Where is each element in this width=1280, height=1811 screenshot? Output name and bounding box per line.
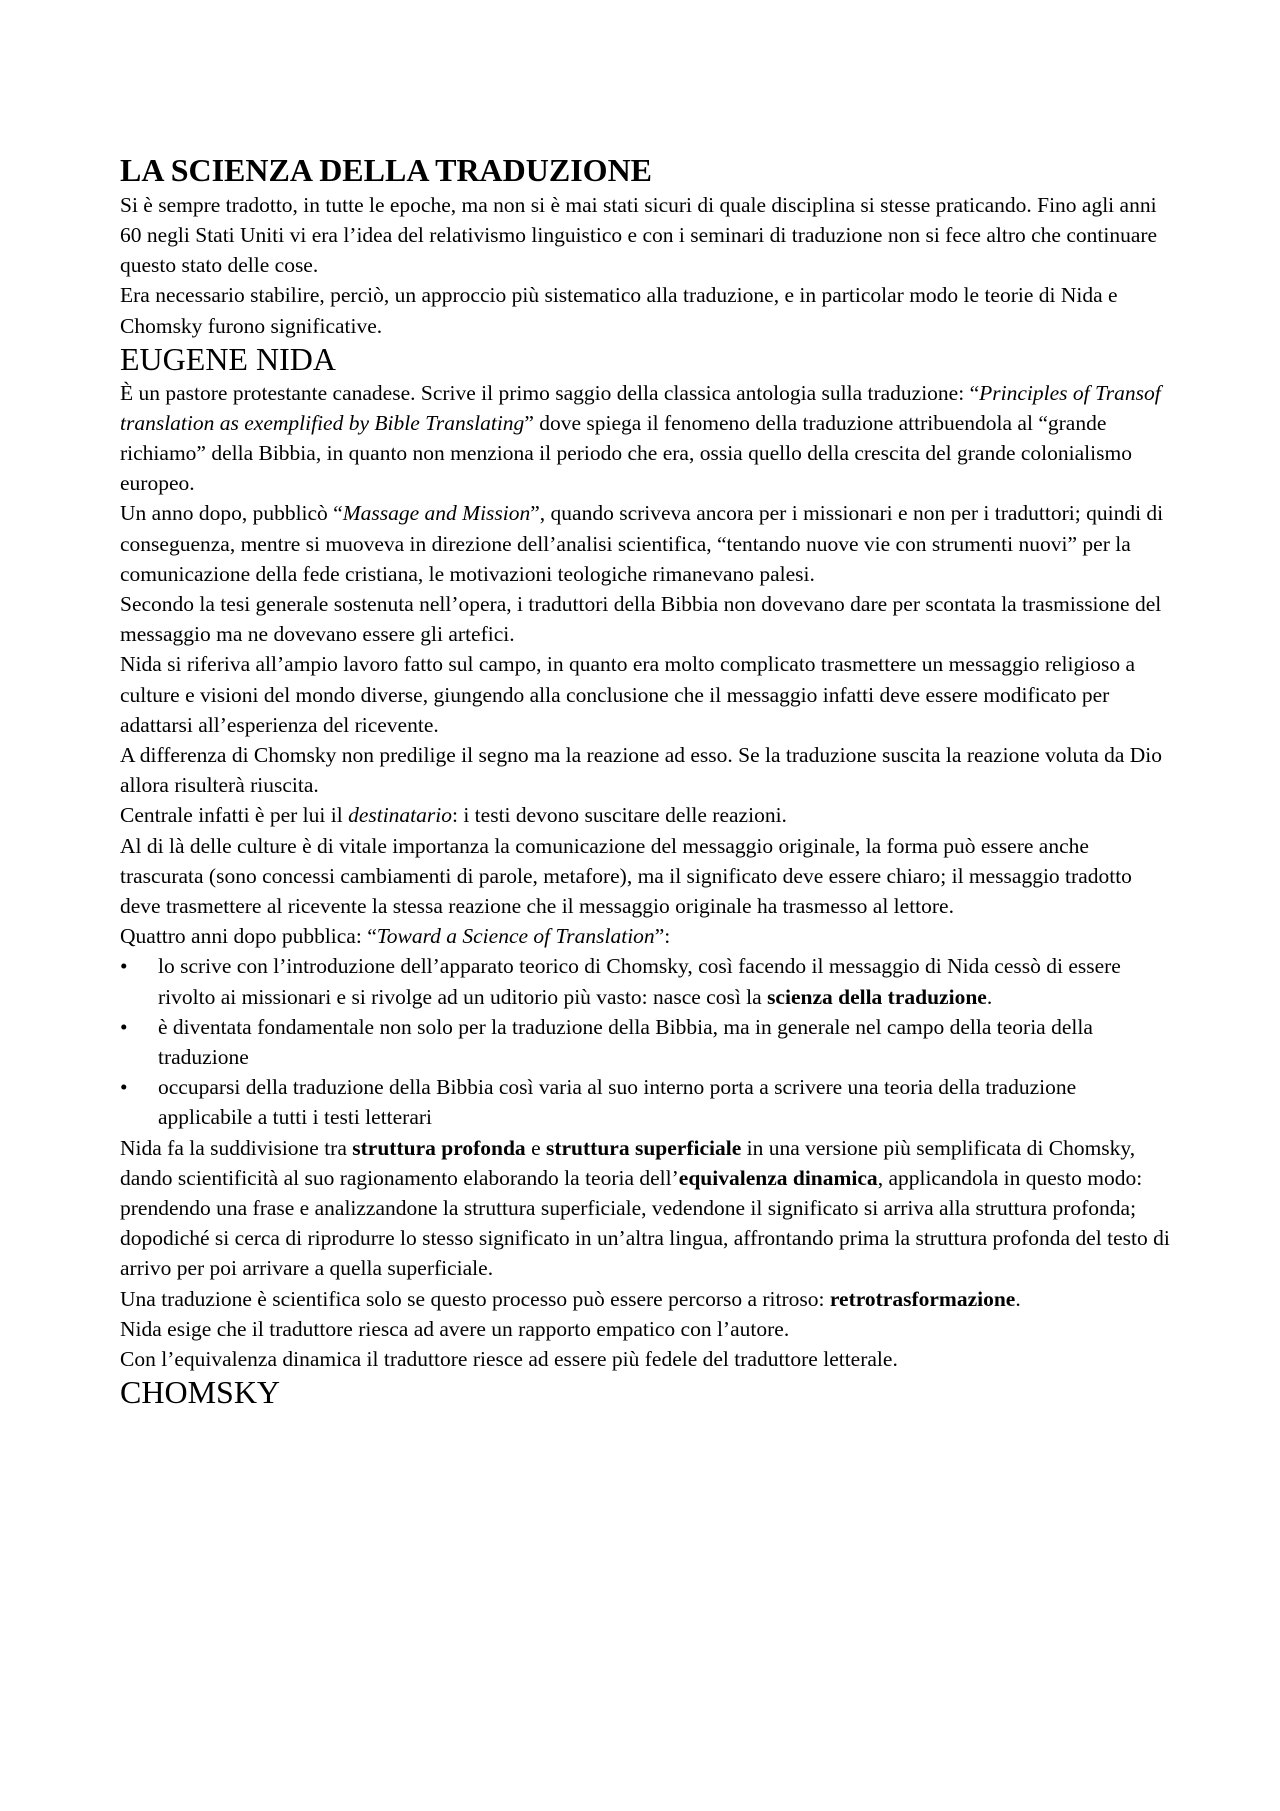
nida-paragraph-1 (120, 378, 1170, 499)
nida-p8-book-title: Toward a Science of Translation (376, 924, 655, 949)
nida-paragraph-13: Con l’equivalenza dinamica il traduttore riesce ad essere più fedele del traduttore letterale. (120, 1347, 898, 1372)
bullet-icon: • (120, 1075, 128, 1100)
nida-paragraph-5: A differenza di Chomsky non predilige il segno ma la reazione ad esso. Se la traduzione suscita la reazione voluta da Dio allora risulterà riuscita. (120, 743, 1163, 798)
nida-p9-bold-3: equivalenza dinamica (678, 1165, 878, 1190)
nida-paragraph-3: Secondo la tesi generale sostenuta nell’opera, i traduttori della Bibbia non dovevano dare per scontata la trasmissione del messaggio ma ne dovevano essere gli artefici. (120, 591, 1162, 647)
nida-paragraph-10: prendendo una frase e analizzandone la struttura superficiale, vedendone il significato si arriva alla struttura profonda; dopodiché si cerca di riprodurre lo stesso significato in un’altra lingua, affrontando prima la struttura profonda del testo di arrivo per poi arrivare a quella superficiale. (120, 1196, 1170, 1281)
nida-paragraph-11 (120, 1284, 1170, 1314)
nida-paragraph-9 (120, 1133, 1170, 1193)
bullet-icon: • (120, 954, 128, 979)
nida-p9-text-b: e (525, 1135, 546, 1160)
nida-p9-text-a: Nida fa la suddivisione tra (120, 1135, 353, 1160)
bullet-list (120, 951, 1170, 1132)
nida-p8-text-b: ”: (654, 924, 671, 949)
list-item (120, 951, 1170, 1011)
intro-paragraph-1: Si è sempre tradotto, in tutte le epoche, ma non si è mai stati sicuri di quale disciplina si stesse praticando. Fino agli anni 60 negli Stati Uniti vi era l’idea del relativismo linguistico e con i seminari di traduzione non si fece altro che continuare questo stato delle cose. (120, 192, 1158, 278)
bullet-3-text: occuparsi della traduzione della Bibbia così varia al suo interno porta a scrivere una teoria della traduzione applicabile a tutti i testi letterari (158, 1075, 1077, 1130)
document-title: LA SCIENZA DELLA TRADUZIONE (120, 152, 653, 188)
nida-p9-text-d: , applicandola in questo modo: (877, 1165, 1143, 1190)
nida-p11-bold: retrotrasformazione (829, 1286, 1016, 1311)
section-heading-chomsky: CHOMSKY (120, 1374, 281, 1411)
nida-paragraph-6 (120, 800, 1170, 830)
nida-p6-term: destinatario (348, 803, 452, 828)
list-item (120, 1072, 1170, 1132)
bullet-icon: • (120, 1014, 128, 1039)
nida-p6-text-a: Centrale infatti è per lui il (120, 803, 349, 828)
nida-paragraph-4: Nida si riferiva all’ampio lavoro fatto sul campo, in quanto era molto complicato trasmettere un messaggio religioso a culture e visioni del mondo diverse, giungendo alla conclusione che il messaggio infatti deve essere modificato per adattarsi all’esperienza del ricevente. (120, 652, 1135, 737)
nida-paragraph-2 (120, 498, 1170, 589)
intro-section (120, 190, 1170, 341)
nida-p1-text-b: ” dove spiega il fenomeno della traduzione attribuendola al “grande richiamo” della Bibbia, in quanto non menziona il periodo che era, ossia quello della crescita del grande colonialismo europeo. (120, 410, 1132, 496)
nida-paragraph-8 (120, 921, 1170, 951)
nida-paragraph-12: Nida esige che il traduttore riesca ad avere un rapporto empatico con l’autore. (120, 1316, 790, 1341)
bullet-1-bold: scienza della traduzione (767, 984, 987, 1009)
nida-p6-text-b: : i testi devono suscitare delle reazioni. (451, 803, 787, 828)
nida-p11-text-a: Una traduzione è scientifica solo se questo processo può essere percorso a ritroso: (120, 1286, 830, 1311)
nida-p2-text-a: Un anno dopo, pubblicò “ (120, 501, 343, 526)
nida-p8-text-a: Quattro anni dopo pubblica: “ (120, 924, 377, 949)
nida-p9-bold-1: struttura profonda (352, 1135, 526, 1160)
nida-p1-book-title: Principles of Transof translation as exemplified by Bible Translating (120, 380, 1161, 435)
document-page (120, 152, 1170, 1411)
nida-p9-text-c: in una versione più semplificata di Chomsky, dando scientificità al suo ragionamento elaborando la teoria dell’ (120, 1135, 1136, 1190)
nida-paragraph-7: Al di là delle culture è di vitale importanza la comunicazione del messaggio originale, la forma può essere anche trascurata (sono concessi cambiamenti di parole, metafore), ma il significato deve essere chiaro; il messaggio tradotto deve trasmettere al ricevente la stessa reazione che il messaggio originale ha trasmesso al lettore. (120, 833, 1132, 919)
nida-p9-bold-2: struttura superficiale (545, 1135, 742, 1160)
nida-p2-text-b: ”, quando scriveva ancora per i missionari e non per i traduttori; quindi di conseguenza, mentre si muoveva in direzione dell’analisi scientifica, “tentando nuove vie con strumenti nuovi” per la comunicazione della fede cristiana, le motivazioni teologiche rimanevano palesi. (120, 501, 1164, 586)
nida-p1-text-a: È un pastore protestante canadese. Scrive il primo saggio della classica antologia sulla traduzione: “ (120, 380, 980, 405)
bullet-2-text: è diventata fondamentale non solo per la traduzione della Bibbia, ma in generale nel campo della teoria della traduzione (158, 1014, 1093, 1070)
nida-p11-text-b: . (1015, 1286, 1021, 1311)
section-heading-nida: EUGENE NIDA (120, 340, 336, 377)
nida-p2-book-title: Massage and Mission (342, 501, 531, 526)
intro-paragraph-2: Era necessario stabilire, perciò, un approccio più sistematico alla traduzione, e in particolar modo le teorie di Nida e Chomsky furono significative. (120, 283, 1118, 338)
list-item (120, 1012, 1170, 1072)
bullet-1-text-b: . (986, 984, 993, 1009)
bullet-1-text-a: lo scrive con l’introduzione dell’apparato teorico di Chomsky, così facendo il messaggio di Nida cessò di essere rivolto ai missionari e si rivolge ad un uditorio più vasto: nasce così la (158, 954, 1121, 1009)
